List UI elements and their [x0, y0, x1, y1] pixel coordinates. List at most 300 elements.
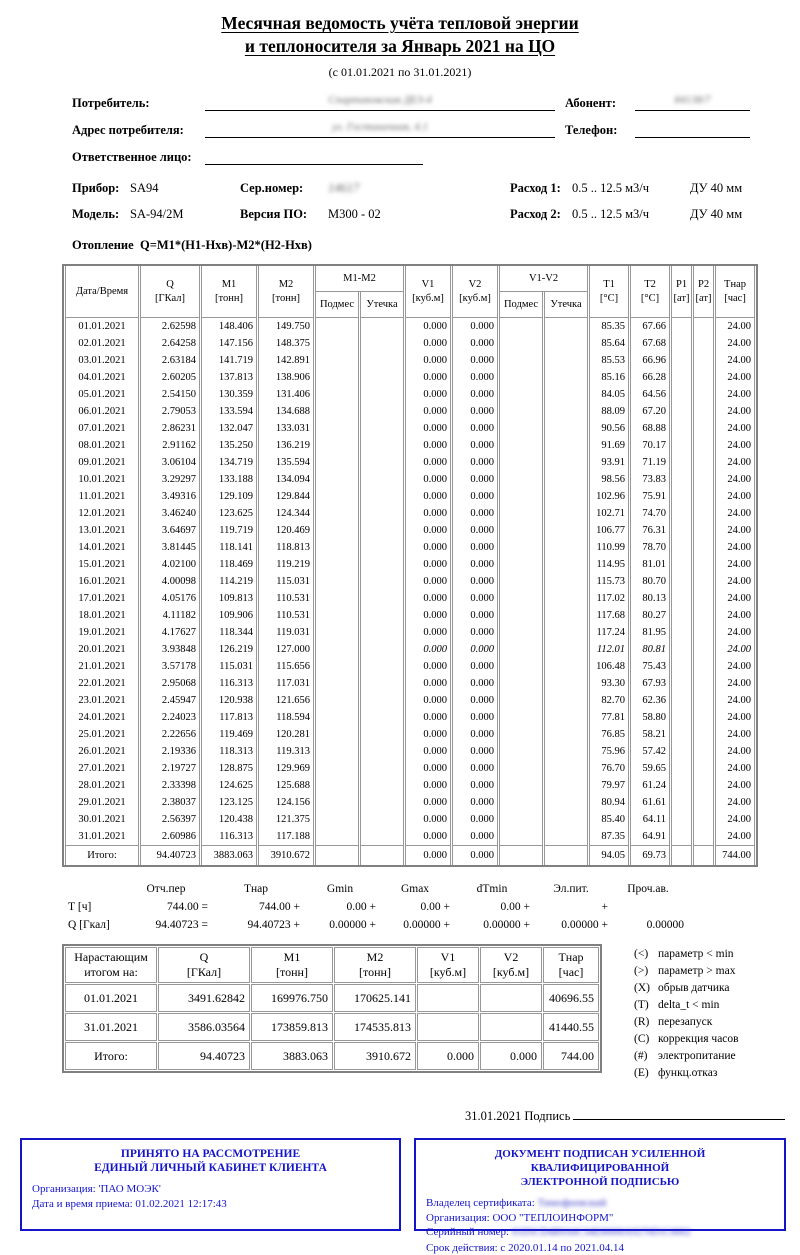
cell-v1: 0.000: [405, 335, 451, 352]
abonent-value-redacted: 84138/7: [635, 94, 750, 111]
cum-cell-q: 3586.03564: [158, 1013, 250, 1041]
cert-validity-line: Срок действия: с 2020.01.14 по 2021.04.14: [426, 1241, 774, 1255]
cell-p1: [671, 760, 692, 777]
col-header-date: Дата/Время: [65, 266, 139, 318]
cell-p2: [693, 624, 714, 641]
acceptance-stamp: [20, 1138, 401, 1231]
abonent-label: Абонент:: [565, 96, 635, 111]
total-m2: 3910.672: [258, 845, 314, 865]
cell-tnar: 24.00: [715, 369, 755, 386]
cell-date: 11.01.2021: [65, 488, 139, 505]
cell-m1: 129.109: [201, 488, 257, 505]
cell-utechka-v: [544, 709, 588, 726]
col-header-t1: T1 [°C]: [589, 266, 629, 318]
cell-date: 28.01.2021: [65, 777, 139, 794]
cell-m1: 132.047: [201, 420, 257, 437]
cell-podmes-m: [315, 794, 359, 811]
legend-item: (#) электропитание: [634, 1048, 739, 1065]
table-row: [65, 743, 755, 760]
cell-tnar: 24.00: [715, 624, 755, 641]
monthly-readings-table: [62, 264, 758, 867]
cell-date: 15.01.2021: [65, 556, 139, 573]
cell-q: 2.91162: [140, 437, 200, 454]
cell-utechka-m: [360, 794, 404, 811]
cell-podmes-v: [499, 471, 543, 488]
cell-t1: 79.97: [589, 777, 629, 794]
cum-cell-tnar: 40696.55: [543, 984, 599, 1012]
cell-v2: 0.000: [452, 505, 498, 522]
cell-podmes-v: [499, 556, 543, 573]
flow2-label: Расход 2:: [510, 207, 572, 222]
table-row: [65, 369, 755, 386]
cell-podmes-m: [315, 539, 359, 556]
cell-tnar: 24.00: [715, 539, 755, 556]
cell-t1: 93.30: [589, 675, 629, 692]
cell-t2: 64.11: [630, 811, 670, 828]
total-tnar: 744.00: [715, 845, 755, 865]
cell-p1: [671, 522, 692, 539]
cell-v2: 0.000: [452, 811, 498, 828]
cell-date: 03.01.2021: [65, 352, 139, 369]
cell-date: 07.01.2021: [65, 420, 139, 437]
cell-m2: 134.094: [258, 471, 314, 488]
cum-cell-v2: [480, 1013, 542, 1041]
cell-utechka-m: [360, 335, 404, 352]
cell-q: 4.00098: [140, 573, 200, 590]
cell-utechka-v: [544, 556, 588, 573]
cell-utechka-v: [544, 369, 588, 386]
cell-t2: 80.70: [630, 573, 670, 590]
cell-q: 2.95068: [140, 675, 200, 692]
cell-date: 05.01.2021: [65, 386, 139, 403]
cell-p2: [693, 386, 714, 403]
cell-v2: 0.000: [452, 386, 498, 403]
cell-podmes-m: [315, 522, 359, 539]
cell-q: 3.64697: [140, 522, 200, 539]
flow1-label: Расход 1:: [510, 181, 572, 196]
cell-v1: 0.000: [405, 726, 451, 743]
cell-p1: [671, 573, 692, 590]
cell-podmes-m: [315, 743, 359, 760]
cell-podmes-m: [315, 641, 359, 658]
cell-podmes-v: [499, 675, 543, 692]
cell-utechka-v: [544, 420, 588, 437]
table-row: [65, 318, 755, 335]
cell-utechka-m: [360, 743, 404, 760]
heat-formula: Q=M1*(H1-Hхв)-M2*(H2-Hхв): [140, 238, 312, 253]
serial-label: Сер.номер:: [240, 181, 328, 196]
cell-m1: 109.813: [201, 590, 257, 607]
flag-legend: [634, 944, 739, 1082]
flow1-du: ДУ 40 мм: [690, 181, 742, 196]
cell-tnar: 24.00: [715, 488, 755, 505]
cell-v2: 0.000: [452, 556, 498, 573]
cum-cell-v2: [480, 984, 542, 1012]
cell-v2: 0.000: [452, 624, 498, 641]
cell-v2: 0.000: [452, 658, 498, 675]
cell-q: 2.86231: [140, 420, 200, 437]
cell-utechka-m: [360, 539, 404, 556]
acceptance-title-1: ПРИНЯТО НА РАССМОТРЕНИЕ: [32, 1147, 389, 1161]
cell-podmes-v: [499, 454, 543, 471]
cell-p1: [671, 794, 692, 811]
cell-p1: [671, 624, 692, 641]
cell-tnar: 24.00: [715, 811, 755, 828]
cell-q: 2.24023: [140, 709, 200, 726]
table-row: [65, 760, 755, 777]
col-header-m1: M1 [тонн]: [201, 266, 257, 318]
cell-t2: 70.17: [630, 437, 670, 454]
cell-utechka-m: [360, 556, 404, 573]
cell-utechka-m: [360, 420, 404, 437]
cell-podmes-m: [315, 386, 359, 403]
cell-t2: 67.66: [630, 318, 670, 335]
cell-podmes-v: [499, 726, 543, 743]
cell-p2: [693, 658, 714, 675]
cell-utechka-m: [360, 318, 404, 335]
cell-podmes-m: [315, 709, 359, 726]
cell-tnar: 24.00: [715, 403, 755, 420]
table-row: [65, 437, 755, 454]
cell-t1: 93.91: [589, 454, 629, 471]
signature-label: 31.01.2021 Подпись: [465, 1109, 570, 1123]
cell-m2: 120.469: [258, 522, 314, 539]
signature-row: [465, 1106, 800, 1124]
table-row: [65, 403, 755, 420]
cell-podmes-v: [499, 352, 543, 369]
cell-date: 23.01.2021: [65, 692, 139, 709]
total-v1: 0.000: [405, 845, 451, 865]
cell-v2: 0.000: [452, 641, 498, 658]
cell-utechka-v: [544, 488, 588, 505]
cell-podmes-m: [315, 352, 359, 369]
legend-item: (C) коррекция часов: [634, 1031, 739, 1048]
cell-m1: 120.938: [201, 692, 257, 709]
cell-p1: [671, 590, 692, 607]
cert-serial-redacted: 01D5CD4B9A6C34E00000A9270D1C0002: [512, 1227, 691, 1238]
cell-v1: 0.000: [405, 607, 451, 624]
cell-p1: [671, 811, 692, 828]
table-row: [65, 777, 755, 794]
cell-tnar: 24.00: [715, 658, 755, 675]
cell-date: 12.01.2021: [65, 505, 139, 522]
cell-m2: 115.656: [258, 658, 314, 675]
cell-tnar: 24.00: [715, 675, 755, 692]
col-header-v1: V1 [куб.м]: [405, 266, 451, 318]
cell-podmes-v: [499, 811, 543, 828]
cell-podmes-v: [499, 369, 543, 386]
cell-date: 24.01.2021: [65, 709, 139, 726]
table-row: [65, 335, 755, 352]
total-t1: 94.05: [589, 845, 629, 865]
hdr-dtmin: dTmin: [452, 880, 532, 898]
cum-cell-q: 3491.62842: [158, 984, 250, 1012]
cell-utechka-v: [544, 352, 588, 369]
cell-v1: 0.000: [405, 454, 451, 471]
cell-date: 18.01.2021: [65, 607, 139, 624]
cell-m2: 110.531: [258, 607, 314, 624]
cell-podmes-v: [499, 641, 543, 658]
cell-v1: 0.000: [405, 675, 451, 692]
cell-m2: 149.750: [258, 318, 314, 335]
cell-t2: 64.56: [630, 386, 670, 403]
cell-m1: 123.125: [201, 794, 257, 811]
table-row: [65, 488, 755, 505]
phone-value: [635, 121, 750, 138]
cum-col-period: Нарастающим итогом на:: [65, 947, 157, 983]
cell-m1: 133.594: [201, 403, 257, 420]
hdr-gmax: Gmax: [378, 880, 452, 898]
cell-t1: 90.56: [589, 420, 629, 437]
cell-m2: 129.844: [258, 488, 314, 505]
section-name: Отопление: [72, 238, 140, 253]
cell-t1: 110.99: [589, 539, 629, 556]
cell-p1: [671, 726, 692, 743]
cell-podmes-v: [499, 318, 543, 335]
cert-owner-redacted: Тимофеевский: [538, 1197, 607, 1209]
cell-podmes-m: [315, 726, 359, 743]
cell-v1: 0.000: [405, 777, 451, 794]
table-row: [65, 726, 755, 743]
cell-utechka-m: [360, 675, 404, 692]
cell-t2: 75.43: [630, 658, 670, 675]
cell-p1: [671, 420, 692, 437]
cell-m1: 137.813: [201, 369, 257, 386]
cell-q: 2.64258: [140, 335, 200, 352]
cell-podmes-v: [499, 607, 543, 624]
cell-m2: 136.219: [258, 437, 314, 454]
cell-t1: 117.24: [589, 624, 629, 641]
cell-m1: 148.406: [201, 318, 257, 335]
cell-q: 4.11182: [140, 607, 200, 624]
cell-p2: [693, 692, 714, 709]
cell-m2: 124.156: [258, 794, 314, 811]
cell-t2: 62.36: [630, 692, 670, 709]
cell-v2: 0.000: [452, 590, 498, 607]
cell-utechka-v: [544, 386, 588, 403]
cell-v2: 0.000: [452, 675, 498, 692]
cell-t1: 87.35: [589, 828, 629, 845]
cell-date: 16.01.2021: [65, 573, 139, 590]
total-m1: 3883.063: [201, 845, 257, 865]
legend-item: (<) параметр < min: [634, 946, 739, 963]
time-energy-breakdown: [66, 880, 686, 934]
cell-m2: 142.891: [258, 352, 314, 369]
cell-v2: 0.000: [452, 709, 498, 726]
cell-utechka-v: [544, 573, 588, 590]
cell-q: 2.62598: [140, 318, 200, 335]
cell-t1: 85.64: [589, 335, 629, 352]
cell-t2: 67.68: [630, 335, 670, 352]
cell-podmes-m: [315, 760, 359, 777]
title-line-2: и теплоносителя за Январь 2021 на ЦО: [0, 35, 800, 58]
cell-p1: [671, 675, 692, 692]
cell-tnar: 24.00: [715, 641, 755, 658]
cell-q: 2.60986: [140, 828, 200, 845]
cell-v1: 0.000: [405, 760, 451, 777]
responsible-value: [205, 148, 423, 165]
cell-p2: [693, 522, 714, 539]
consumer-value-redacted: Спартаковская ДЕЗ-4: [205, 94, 555, 111]
cell-podmes-v: [499, 590, 543, 607]
cell-m2: 138.906: [258, 369, 314, 386]
cell-m1: 126.219: [201, 641, 257, 658]
flow2-du: ДУ 40 мм: [690, 207, 742, 222]
header-fields: [0, 94, 800, 165]
cum-col-v1: V1 [куб.м]: [417, 947, 479, 983]
cell-tnar: 24.00: [715, 794, 755, 811]
cell-utechka-m: [360, 828, 404, 845]
legend-item: (T) delta_t < min: [634, 997, 739, 1014]
cell-q: 3.81445: [140, 539, 200, 556]
cell-utechka-v: [544, 624, 588, 641]
cell-t2: 81.01: [630, 556, 670, 573]
cell-podmes-v: [499, 573, 543, 590]
cell-podmes-m: [315, 811, 359, 828]
cell-m2: 121.656: [258, 692, 314, 709]
cum-cell-m1: 173859.813: [251, 1013, 333, 1041]
cell-m2: 131.406: [258, 386, 314, 403]
cell-p2: [693, 335, 714, 352]
cell-podmes-v: [499, 386, 543, 403]
cell-utechka-m: [360, 641, 404, 658]
cell-utechka-v: [544, 335, 588, 352]
cell-p2: [693, 828, 714, 845]
cell-p2: [693, 318, 714, 335]
cell-m2: 135.594: [258, 454, 314, 471]
cell-m2: 134.688: [258, 403, 314, 420]
cell-utechka-v: [544, 726, 588, 743]
col-header-v2: V2 [куб.м]: [452, 266, 498, 318]
cell-m1: 124.625: [201, 777, 257, 794]
cell-m1: 119.469: [201, 726, 257, 743]
table-row: [65, 607, 755, 624]
cell-podmes-v: [499, 488, 543, 505]
cell-t1: 85.40: [589, 811, 629, 828]
cell-p1: [671, 454, 692, 471]
cell-p2: [693, 505, 714, 522]
cumulative-row: [65, 1013, 599, 1041]
cell-date: 19.01.2021: [65, 624, 139, 641]
cell-v2: 0.000: [452, 743, 498, 760]
cell-date: 31.01.2021: [65, 828, 139, 845]
cell-podmes-m: [315, 369, 359, 386]
subcol-podmes-m: Подмес: [315, 292, 359, 318]
cell-m1: 114.219: [201, 573, 257, 590]
cell-p1: [671, 369, 692, 386]
cell-t2: 71.19: [630, 454, 670, 471]
cell-q: 3.06104: [140, 454, 200, 471]
cell-v1: 0.000: [405, 590, 451, 607]
cell-q: 2.22656: [140, 726, 200, 743]
cumulative-table: [62, 944, 602, 1073]
cell-p1: [671, 743, 692, 760]
cell-podmes-m: [315, 318, 359, 335]
cell-m1: 119.719: [201, 522, 257, 539]
cell-m1: 116.313: [201, 828, 257, 845]
cell-date: 04.01.2021: [65, 369, 139, 386]
cell-t2: 68.88: [630, 420, 670, 437]
cell-t2: 74.70: [630, 505, 670, 522]
table-row: [65, 386, 755, 403]
table-row: [65, 692, 755, 709]
cell-utechka-v: [544, 675, 588, 692]
cell-tnar: 24.00: [715, 556, 755, 573]
cell-utechka-m: [360, 369, 404, 386]
cell-date: 27.01.2021: [65, 760, 139, 777]
flow1-value: 0.5 .. 12.5 м3/ч: [572, 181, 690, 196]
cell-tnar: 24.00: [715, 386, 755, 403]
cell-m1: 128.875: [201, 760, 257, 777]
subcol-utechka-m: Утечка: [360, 292, 404, 318]
cell-p1: [671, 607, 692, 624]
cell-date: 09.01.2021: [65, 454, 139, 471]
cell-tnar: 24.00: [715, 573, 755, 590]
cell-tnar: 24.00: [715, 828, 755, 845]
cell-v2: 0.000: [452, 777, 498, 794]
cell-p2: [693, 726, 714, 743]
cell-t2: 59.65: [630, 760, 670, 777]
device-label: Прибор:: [72, 181, 130, 196]
cell-utechka-v: [544, 658, 588, 675]
table-row: [65, 573, 755, 590]
cell-m1: 133.188: [201, 471, 257, 488]
cell-p2: [693, 437, 714, 454]
cell-q: 2.63184: [140, 352, 200, 369]
cell-v1: 0.000: [405, 539, 451, 556]
cell-m1: 118.141: [201, 539, 257, 556]
cell-podmes-v: [499, 505, 543, 522]
signature-line: [573, 1106, 785, 1120]
cum-cell-date: Итого:: [65, 1042, 157, 1070]
serial-value-redacted: 14617: [328, 181, 510, 196]
cell-t2: 61.24: [630, 777, 670, 794]
breakdown-header-row: [66, 880, 686, 898]
cell-utechka-m: [360, 352, 404, 369]
cell-utechka-m: [360, 658, 404, 675]
cell-utechka-v: [544, 471, 588, 488]
cum-cell-tnar: 744.00: [543, 1042, 599, 1070]
cell-p2: [693, 556, 714, 573]
cell-utechka-m: [360, 590, 404, 607]
cell-t1: 82.70: [589, 692, 629, 709]
cell-t1: 85.53: [589, 352, 629, 369]
acceptance-org: Организация: 'ПАО МОЭК': [32, 1182, 389, 1197]
cum-cell-q: 94.40723: [158, 1042, 250, 1070]
cell-tnar: 24.00: [715, 777, 755, 794]
cell-podmes-m: [315, 437, 359, 454]
table-row: [65, 658, 755, 675]
cum-col-m1: M1 [тонн]: [251, 947, 333, 983]
cell-t1: 76.70: [589, 760, 629, 777]
cell-podmes-m: [315, 607, 359, 624]
cell-m1: 118.344: [201, 624, 257, 641]
col-header-p1: P1 [ат]: [671, 266, 692, 318]
cell-podmes-v: [499, 743, 543, 760]
cum-cell-m2: 174535.813: [334, 1013, 416, 1041]
cell-t2: 57.42: [630, 743, 670, 760]
total-row: [65, 845, 755, 865]
hdr-elpit: Эл.пит.: [532, 880, 610, 898]
cell-v1: 0.000: [405, 641, 451, 658]
table-row: [65, 522, 755, 539]
cell-t1: 80.94: [589, 794, 629, 811]
cell-p1: [671, 828, 692, 845]
cell-v2: 0.000: [452, 352, 498, 369]
device-info: [0, 181, 800, 222]
cell-t1: 84.05: [589, 386, 629, 403]
table-row: [65, 556, 755, 573]
